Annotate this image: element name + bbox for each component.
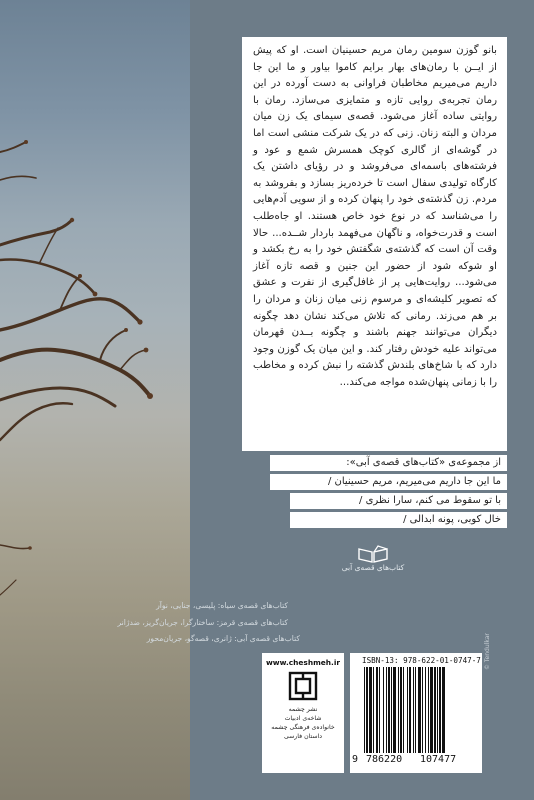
publisher-name-line: داستان فارسی [283, 733, 323, 740]
blurb-box [242, 37, 507, 451]
barcode-box [350, 653, 482, 773]
barcode-bar [430, 667, 433, 753]
blurb-text: بانو گوزن سومین رمان مریم حسینیان است. او که پیش از ایــن با رمان‌های بهار برایم کاموا بیاور و ما این جا داریم می‌میریم مخاطبان فراوانی به دست آورده در این رمان تجربه‌ی روایی تازه و متمایزی می‌سازد. رمان با روایتی ساده آغاز می‌شود. قصه‌ی سیمای یک زن میان مردان و البته زنان. زنی که در یک شرکت منشی است اما در گوشه‌ای از گالری کوچک همسرش شمع و عود و فرشته‌های باسمه‌ای می‌فروشد و در رؤیای داشتن یک کارگاه تولیدی سفال است تا خرده‌ریز بسازد و بفروشد به مردم. زن گذشته‌ی خود را پنهان کرده و از سویی آدم‌هایی را می‌شناسد که در نوع خود خاص هستند. او جاه‌طلب است و قدرت‌خواه، و ناگهان می‌فهمد باردار شــده... حالا وقت آن است که گذشته‌ی شگفتش خود را به رخ بکشد و او شوکه شود از حضور این جنین و قصه تازه آغاز می‌شود... روایت‌هایی پر از غافل‌گیری از نفرت و عشق که تصویر کلیشه‌ای و مرسوم زنی میان زنان و مردان را بر هم می‌زند. رمانی که تلاش می‌کند نشان دهد چگونه دیگران می‌توانند جهنم باشند و چگونه بــدن قهرمان می‌تواند علیه خودش رفتار کند. و این میان یک گوزن وجود دارد که با شاخ‌های بلندش گذشته را نبش کرده و مخاطب را با زمانی پنهان‌شده مواجه می‌کند... [253, 45, 497, 388]
barcode-digits-left: 786220 [366, 754, 403, 765]
publisher-box [262, 653, 344, 773]
barcode-bar [400, 667, 402, 753]
series-category-line: کتاب‌های قصه‌ی قرمز: ساختارگرا، جریان‌گریز، ضدژانر [117, 618, 288, 627]
barcode-bar [393, 667, 396, 753]
publisher-name-line: نشر چشمه [288, 706, 318, 713]
barcode-bar [418, 667, 421, 753]
barcode-digits-right: 107477 [420, 754, 457, 765]
cover-photo-tree-branches [0, 0, 190, 800]
barcode-bar [369, 667, 372, 753]
barcode-bar [409, 667, 411, 753]
series-book-title: خال کوبی، پونه ابدالی / [290, 512, 507, 528]
series-book-title: ما این جا داریم می‌میریم، مریم حسینیان / [270, 474, 507, 490]
isbn-label: ISBN-13: 978-622-01-0747-7 [362, 656, 481, 665]
barcode-bar [391, 667, 392, 753]
barcode-bar [379, 667, 380, 753]
barcode-bar [442, 667, 445, 753]
barcode-bar [364, 667, 365, 753]
publisher-name-line: خانواده‌ی فرهنگی چشمه [271, 724, 335, 731]
barcode-bar [437, 667, 438, 753]
barcode-bar [386, 667, 387, 753]
barcode-bar [403, 667, 404, 753]
barcode-bar [407, 667, 408, 753]
series-book-title: با تو سقوط می کنم، سارا نظری / [290, 493, 507, 509]
publisher-name-line: شاخه‌ی ادبیات [284, 715, 322, 722]
open-book-icon [356, 545, 390, 563]
series-logo-label: کتاب‌های قصه‌ی آبی [341, 563, 405, 572]
barcode-bar [398, 667, 399, 753]
barcode-bar [376, 667, 378, 753]
barcode-digit-lead: 9 [352, 754, 359, 765]
barcode-bar [413, 667, 414, 753]
barcode-bar [425, 667, 426, 753]
series-category-line: کتاب‌های قصه‌ی سیاه: پلیسی، جنایی، نوآر [156, 601, 288, 610]
barcode-bar [388, 667, 390, 753]
barcode-bar [373, 667, 374, 753]
barcode-bar [383, 667, 384, 753]
series-logo [333, 545, 413, 573]
barcode-bar [415, 667, 416, 753]
barcode-bar [428, 667, 429, 753]
series-heading: از مجموعه‌ی «کتاب‌های قصه‌ی آبی»: [270, 455, 507, 471]
photo-credit: © Tendulkar [484, 633, 491, 670]
barcode-bar [434, 667, 436, 753]
barcode-bar [439, 667, 441, 753]
barcode-bar [366, 667, 368, 753]
barcode [364, 667, 468, 757]
barcode-bar [422, 667, 423, 753]
series-category-line: کتاب‌های قصه‌ی آبی: ژانری، قصه‌گو، جریان‌محور [146, 634, 300, 643]
cheshmeh-logo-icon [288, 671, 318, 701]
branches-illustration [0, 0, 190, 800]
publisher-name [262, 705, 344, 741]
publisher-url: www.cheshmeh.ir [265, 658, 341, 667]
